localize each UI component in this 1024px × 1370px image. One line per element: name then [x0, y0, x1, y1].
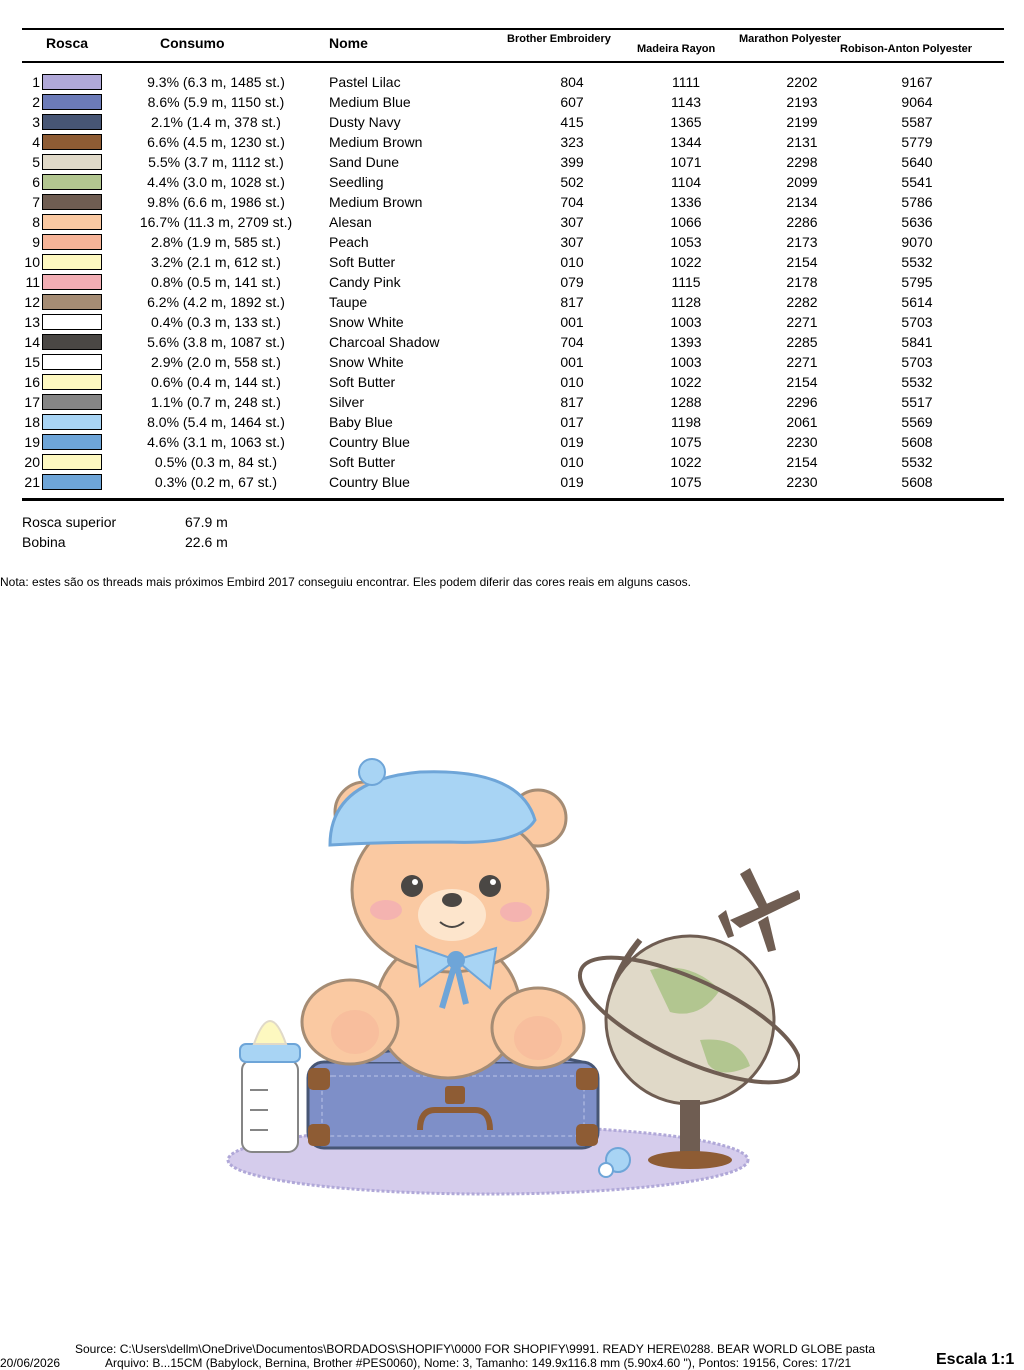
marathon-code: 2178 [786, 274, 818, 290]
color-swatch [42, 414, 102, 430]
color-swatch [42, 154, 102, 170]
marathon-code: 2285 [786, 334, 818, 350]
thread-name: Country Blue [329, 434, 410, 450]
bobbin-label: Bobina [22, 534, 66, 550]
thread-row [0, 92, 1024, 112]
brother-code: 704 [560, 194, 584, 210]
madeira-code: 1198 [670, 414, 702, 430]
marathon-code: 2154 [786, 374, 818, 390]
thread-name: Baby Blue [329, 414, 393, 430]
brother-code: 079 [560, 274, 584, 290]
thread-row [0, 392, 1024, 412]
thread-name: Country Blue [329, 474, 410, 490]
madeira-code: 1022 [670, 454, 702, 470]
madeira-code: 1104 [670, 174, 702, 190]
thread-row [0, 72, 1024, 92]
brother-code: 323 [560, 134, 584, 150]
thread-number: 1 [32, 74, 40, 90]
header-brother: Brother Embroidery [507, 33, 611, 45]
color-swatch [42, 354, 102, 370]
thread-name: Medium Brown [329, 134, 423, 150]
top-rule [22, 28, 1004, 30]
thread-consumption: 0.4% (0.3 m, 133 st.) [151, 314, 281, 330]
table-bottom-rule [22, 498, 1004, 501]
thread-consumption: 0.6% (0.4 m, 144 st.) [151, 374, 281, 390]
madeira-code: 1393 [670, 334, 702, 350]
color-swatch [42, 294, 102, 310]
thread-number: 2 [32, 94, 40, 110]
header-rosca: Rosca [46, 35, 89, 51]
marathon-code: 2296 [786, 394, 818, 410]
thread-number: 20 [24, 454, 40, 470]
footer-source: Source: C:\Users\dellm\OneDrive\Documentos\BORDADOS\SHOPIFY\0000 FOR SHOPIFY\9991. READY HERE\0288. BEAR WORLD GLOBE pasta [75, 1342, 876, 1356]
footer-date: 20/06/2026 [0, 1356, 61, 1370]
thread-row [0, 312, 1024, 332]
thread-row [0, 132, 1024, 152]
madeira-code: 1344 [670, 134, 702, 150]
thread-row [0, 112, 1024, 132]
thread-name: Taupe [329, 294, 368, 310]
header-marathon: Marathon Polyester [739, 33, 842, 45]
color-swatch [42, 194, 102, 210]
thread-name: Medium Brown [329, 194, 423, 210]
robison-code: 5786 [901, 194, 933, 210]
madeira-code: 1022 [670, 374, 702, 390]
robison-code: 5517 [901, 394, 933, 410]
thread-row [0, 152, 1024, 172]
robison-code: 9070 [901, 234, 933, 250]
marathon-code: 2154 [786, 254, 818, 270]
madeira-code: 1075 [670, 434, 702, 450]
thread-consumption: 1.1% (0.7 m, 248 st.) [151, 394, 281, 410]
color-swatch [42, 174, 102, 190]
robison-code: 5532 [901, 454, 933, 470]
thread-row [0, 372, 1024, 392]
robison-code: 5841 [901, 334, 933, 350]
robison-code: 9064 [901, 94, 933, 110]
color-swatch [42, 454, 102, 470]
thread-consumption: 2.1% (1.4 m, 378 st.) [151, 114, 281, 130]
marathon-code: 2099 [786, 174, 818, 190]
marathon-code: 2230 [786, 434, 818, 450]
marathon-code: 2131 [786, 134, 818, 150]
thread-name: Candy Pink [329, 274, 401, 290]
marathon-code: 2286 [786, 214, 818, 230]
brother-code: 704 [560, 334, 584, 350]
marathon-code: 2199 [786, 114, 818, 130]
thread-number: 10 [24, 254, 40, 270]
thread-consumption: 2.9% (2.0 m, 558 st.) [151, 354, 281, 370]
thread-number: 17 [24, 394, 40, 410]
thread-row [0, 172, 1024, 192]
thread-name: Charcoal Shadow [329, 334, 440, 350]
thread-consumption: 0.5% (0.3 m, 84 st.) [154, 454, 278, 470]
thread-number: 3 [32, 114, 40, 130]
thread-number: 9 [32, 234, 40, 250]
thread-consumption: 6.6% (4.5 m, 1230 st.) [147, 134, 285, 150]
thread-row [0, 332, 1024, 352]
thread-row [0, 272, 1024, 292]
brother-code: 804 [560, 74, 584, 90]
marathon-code: 2298 [786, 154, 818, 170]
thread-consumption: 9.3% (6.3 m, 1485 st.) [147, 74, 285, 90]
thread-name: Soft Butter [329, 454, 396, 470]
thread-row [0, 472, 1024, 492]
brother-code: 307 [560, 214, 584, 230]
brother-code: 001 [560, 354, 584, 370]
madeira-code: 1115 [671, 274, 701, 290]
thread-number: 13 [24, 314, 40, 330]
thread-name: Peach [329, 234, 369, 250]
brother-code: 817 [560, 394, 584, 410]
thread-name: Seedling [329, 174, 384, 190]
thread-consumption: 5.5% (3.7 m, 1112 st.) [148, 154, 284, 170]
color-swatch [42, 274, 102, 290]
robison-code: 5569 [901, 414, 933, 430]
color-swatch [42, 94, 102, 110]
thread-consumption: 9.8% (6.6 m, 1986 st.) [147, 194, 285, 210]
robison-code: 5614 [901, 294, 933, 310]
thread-consumption: 4.4% (3.0 m, 1028 st.) [147, 174, 285, 190]
thread-consumption: 5.6% (3.8 m, 1087 st.) [147, 334, 285, 350]
thread-number: 6 [32, 174, 40, 190]
madeira-code: 1003 [670, 314, 702, 330]
thread-name: Alesan [329, 214, 372, 230]
robison-code: 5636 [901, 214, 933, 230]
thread-consumption: 6.2% (4.2 m, 1892 st.) [147, 294, 285, 310]
thread-name: Soft Butter [329, 254, 396, 270]
robison-code: 5608 [901, 474, 933, 490]
thread-number: 4 [32, 134, 40, 150]
madeira-code: 1022 [670, 254, 702, 270]
thread-consumption: 4.6% (3.1 m, 1063 st.) [147, 434, 285, 450]
robison-code: 5532 [901, 254, 933, 270]
thread-number: 15 [24, 354, 40, 370]
baby-bottle [242, 1060, 298, 1152]
marathon-code: 2173 [786, 234, 818, 250]
color-swatch [42, 254, 102, 270]
header-nome: Nome [329, 35, 368, 51]
thread-consumption: 0.3% (0.2 m, 67 st.) [154, 474, 278, 490]
madeira-code: 1288 [670, 394, 702, 410]
thread-row [0, 292, 1024, 312]
madeira-code: 1143 [670, 94, 702, 110]
thread-number: 14 [24, 334, 40, 350]
thread-consumption: 0.8% (0.5 m, 141 st.) [151, 274, 281, 290]
marathon-code: 2230 [786, 474, 818, 490]
madeira-code: 1053 [670, 234, 702, 250]
airplane [718, 868, 800, 952]
color-swatch [42, 314, 102, 330]
robison-code: 5640 [901, 154, 933, 170]
color-swatch [42, 114, 102, 130]
thread-row [0, 412, 1024, 432]
thread-name: Soft Butter [329, 374, 396, 390]
color-swatch [42, 474, 102, 490]
madeira-code: 1071 [670, 154, 702, 170]
brother-code: 010 [560, 454, 584, 470]
thread-number: 11 [25, 274, 40, 290]
scale-label: Escala 1:1 [936, 1351, 1015, 1368]
thread-name: Dusty Navy [329, 114, 401, 130]
madeira-code: 1336 [670, 194, 702, 210]
marathon-code: 2271 [786, 354, 818, 370]
madeira-code: 1066 [670, 214, 702, 230]
thread-number: 5 [32, 154, 40, 170]
brother-code: 502 [560, 174, 584, 190]
brother-code: 817 [560, 294, 584, 310]
thread-row [0, 232, 1024, 252]
header-rule [22, 61, 1004, 63]
brother-code: 010 [560, 374, 584, 390]
color-swatch [42, 214, 102, 230]
robison-code: 5532 [901, 374, 933, 390]
thread-consumption: 8.0% (5.4 m, 1464 st.) [147, 414, 285, 430]
madeira-code: 1003 [670, 354, 702, 370]
brother-code: 019 [560, 434, 584, 450]
thread-number: 7 [32, 194, 40, 210]
marathon-code: 2271 [786, 314, 818, 330]
brother-code: 017 [560, 414, 584, 430]
color-swatch [42, 74, 102, 90]
brother-code: 307 [560, 234, 584, 250]
thread-name: Sand Dune [329, 154, 400, 170]
robison-code: 5703 [901, 354, 933, 370]
marathon-code: 2202 [786, 74, 818, 90]
brother-code: 001 [560, 314, 584, 330]
robison-code: 5795 [901, 274, 933, 290]
color-swatch [42, 234, 102, 250]
footer-file-info: Arquivo: B...15CM (Babylock, Bernina, Brother #PES0060), Nome: 3, Tamanho: 149.9x116.8 mm (5.90x4.60 "), Pontos: 19156, Cores: 17/21 [105, 1356, 852, 1370]
thread-table [0, 72, 1024, 492]
thread-number: 21 [24, 474, 40, 490]
header-madeira: Madeira Rayon [637, 43, 716, 55]
top-thread-value: 67.9 m [185, 514, 228, 530]
madeira-code: 1111 [671, 74, 701, 90]
thread-number: 16 [24, 374, 40, 390]
thread-number: 18 [24, 414, 40, 430]
thread-consumption: 16.7% (11.3 m, 2709 st.) [139, 214, 293, 230]
top-thread-label: Rosca superior [22, 514, 117, 530]
thread-name: Medium Blue [329, 94, 411, 110]
marathon-code: 2061 [786, 414, 818, 430]
brother-code: 399 [560, 154, 584, 170]
marathon-code: 2193 [786, 94, 818, 110]
thread-name: Pastel Lilac [329, 74, 401, 90]
madeira-code: 1365 [670, 114, 702, 130]
marathon-code: 2282 [786, 294, 818, 310]
thread-row [0, 192, 1024, 212]
embroidery-design-preview [220, 750, 800, 1200]
thread-consumption: 3.2% (2.1 m, 612 st.) [151, 254, 281, 270]
thread-name: Silver [329, 394, 365, 410]
thread-row [0, 352, 1024, 372]
thread-number: 12 [24, 294, 40, 310]
brother-code: 019 [560, 474, 584, 490]
thread-row [0, 452, 1024, 472]
marathon-code: 2154 [786, 454, 818, 470]
thread-row [0, 212, 1024, 232]
madeira-code: 1128 [670, 294, 702, 310]
thread-name: Snow White [329, 354, 404, 370]
color-swatch [42, 374, 102, 390]
color-swatch [42, 334, 102, 350]
note-text: Nota: estes são os threads mais próximos Embird 2017 conseguiu encontrar. Eles podem diferir das cores reais em alguns casos. [0, 575, 692, 589]
thread-consumption: 2.8% (1.9 m, 585 st.) [151, 234, 281, 250]
color-swatch [42, 434, 102, 450]
robison-code: 5541 [901, 174, 933, 190]
thread-name: Snow White [329, 314, 404, 330]
robison-code: 5779 [901, 134, 933, 150]
header-consumo: Consumo [160, 35, 225, 51]
robison-code: 9167 [901, 74, 933, 90]
robison-code: 5587 [901, 114, 933, 130]
thread-consumption: 8.6% (5.9 m, 1150 st.) [147, 94, 285, 110]
thread-number: 8 [32, 214, 40, 230]
robison-code: 5703 [901, 314, 933, 330]
robison-code: 5608 [901, 434, 933, 450]
thread-row [0, 432, 1024, 452]
brother-code: 415 [560, 114, 584, 130]
header-robison: Robison-Anton Polyester [840, 43, 973, 55]
color-swatch [42, 134, 102, 150]
thread-number: 19 [24, 434, 40, 450]
thread-row [0, 252, 1024, 272]
brother-code: 010 [560, 254, 584, 270]
bobbin-value: 22.6 m [185, 534, 228, 550]
brother-code: 607 [560, 94, 584, 110]
color-swatch [42, 394, 102, 410]
marathon-code: 2134 [786, 194, 818, 210]
madeira-code: 1075 [670, 474, 702, 490]
